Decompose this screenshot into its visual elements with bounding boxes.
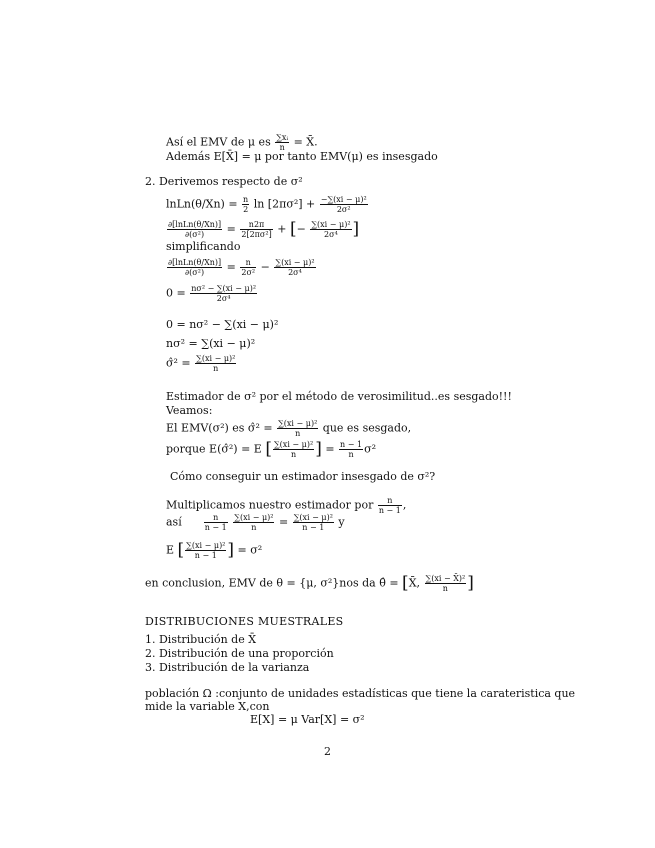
fraction [242, 195, 249, 214]
text: Cómo conseguir un estimador insesgado de σ²? [170, 470, 436, 483]
line-simplificando [166, 240, 240, 253]
numerator: n [243, 195, 249, 204]
list-item [145, 647, 334, 660]
line-lnLn [166, 195, 369, 214]
numerator: ∑(xi − X̄)² [425, 574, 466, 583]
bracket: [ [177, 540, 185, 560]
fraction [167, 258, 222, 277]
fraction [310, 220, 351, 239]
numerator: n [204, 513, 228, 523]
numerator: ∑xᵢ [276, 133, 289, 142]
text: = σ² [237, 543, 263, 557]
fraction [339, 440, 363, 459]
line-como-conseguir [170, 470, 435, 483]
denominator: n [295, 429, 301, 438]
fraction [274, 258, 315, 277]
text: − [296, 222, 306, 236]
text: Veamos: [166, 404, 213, 417]
heading-text: DISTRIBUCIONES MUESTRALES [145, 615, 344, 628]
bracket: ] [315, 439, 322, 459]
fraction [204, 513, 228, 532]
line-zero-fraction [166, 284, 258, 303]
text: 0 = [166, 286, 186, 300]
text: Multiplicamos nuestro estimador por [166, 498, 374, 512]
text: = X̄. [293, 135, 318, 149]
fraction [240, 258, 256, 277]
denominator: ∂(σ²) [185, 230, 205, 239]
line-veamos [166, 404, 212, 417]
denominator: n [213, 364, 219, 373]
text: en conclusion, EMV de θ = {μ, σ²}nos da θ̂ = [145, 576, 399, 590]
list-item [145, 661, 309, 674]
line-estimador [166, 390, 512, 403]
numerator: n2π [240, 220, 272, 230]
numerator: n [240, 258, 256, 268]
denominator: n − 1 [378, 506, 401, 515]
text: ln [2πσ²] + [253, 197, 316, 211]
text: población Ω :conjunto de unidades estadísticas que tiene la carateristica que [145, 687, 576, 700]
formula-line [250, 713, 365, 726]
numerator: ∑(xi − μ)² [275, 258, 315, 267]
denominator: 2σ⁴ [324, 230, 338, 239]
denominator: ∂(σ²) [185, 268, 205, 277]
line-derivative-1 [166, 220, 359, 239]
text: así [166, 515, 182, 529]
paragraph-line [145, 687, 575, 700]
line-derivemos [145, 175, 303, 188]
fraction [293, 513, 334, 532]
fraction [167, 220, 222, 239]
fraction [320, 195, 368, 214]
fraction [425, 574, 467, 593]
text: que es sesgado, [322, 421, 412, 435]
fraction [195, 354, 236, 373]
bracket: [ [265, 439, 272, 459]
denominator: 2σ² [241, 268, 256, 277]
numerator: n − 1 [340, 440, 363, 449]
text: + [277, 222, 287, 236]
fraction [185, 541, 226, 560]
line-porque [166, 440, 376, 459]
fraction [273, 440, 314, 459]
text: − [260, 260, 270, 274]
line-expectation [166, 541, 262, 560]
text: 3. Distribución de la varianza [145, 661, 310, 674]
text: simplificando [166, 240, 241, 253]
text: Estimador de σ² por el método de verosimilitud..es sesgado!!! [166, 390, 512, 403]
bracket: ] [467, 573, 474, 593]
text: porque E(σ̂²) = E [166, 442, 262, 456]
fraction [240, 220, 272, 239]
text: , [402, 498, 407, 512]
fraction [378, 496, 402, 515]
list-item [145, 633, 256, 646]
denominator: n − 1 [204, 523, 227, 532]
text: 0 = nσ² − ∑(xi − μ)² [166, 318, 279, 331]
line-conclusion [145, 574, 474, 593]
line-nsigma [166, 337, 255, 350]
numerator: ∑(xi − μ)² [311, 220, 351, 229]
text: Así el EMV de μ es [166, 135, 271, 149]
numerator: nσ² − ∑(xi − μ)² [191, 284, 257, 293]
text: = [278, 515, 289, 529]
numerator: ∑(xi − μ)² [278, 419, 318, 428]
bracket: [ [289, 219, 297, 239]
text: E [166, 543, 175, 557]
bracket: [ [402, 573, 409, 593]
text: = [226, 260, 236, 274]
line-zero-eq [166, 318, 278, 331]
text: y [338, 515, 345, 529]
bracket: ] [352, 219, 360, 239]
line-emv-sigma [166, 419, 411, 438]
numerator: ∑(xi − μ)² [196, 354, 236, 363]
denominator: n − 1 [194, 551, 217, 560]
text: 1. Distribución de X̄ [145, 633, 257, 646]
numerator: n [378, 496, 402, 506]
page-number [324, 745, 331, 758]
numerator: ∑(xi − μ)² [273, 440, 314, 449]
text: Además E[X̄] = μ por tanto EMV(μ) es insesgado [166, 150, 438, 163]
denominator: n [279, 143, 285, 152]
denominator: n [348, 450, 354, 459]
numerator: −∑(xi − μ)² [320, 195, 367, 204]
denominator: n [442, 584, 448, 593]
denominator: 2σ² [336, 205, 351, 214]
numerator: ∂[lnLn(θ/Xn)] [168, 258, 222, 267]
text: σ² [364, 442, 376, 456]
bracket: ] [227, 540, 235, 560]
fraction [277, 419, 318, 438]
paragraph-line [145, 700, 269, 713]
denominator: n [291, 450, 297, 459]
text: nσ² = ∑(xi − μ)² [166, 337, 256, 350]
text: σ̂² = [166, 356, 191, 370]
line-ademas [166, 150, 438, 163]
text: = [226, 222, 236, 236]
numerator: ∑(xi − μ)² [234, 513, 274, 522]
text: 2. Derivemos respecto de σ² [145, 175, 303, 188]
text: El EMV(σ²) es σ̂² = [166, 421, 273, 435]
denominator: n [251, 523, 257, 532]
fraction [233, 513, 274, 532]
text: 2 [324, 745, 331, 758]
numerator: ∂[lnLn(θ/Xn)] [168, 220, 222, 229]
denominator: 2σ⁴ [216, 294, 231, 303]
text: mide la variable X,con [145, 700, 270, 713]
text: = [325, 442, 335, 456]
denominator: n − 1 [302, 523, 325, 532]
denominator: 2[2πσ²] [241, 230, 272, 239]
denominator: 2 [243, 205, 249, 214]
denominator: 2σ⁴ [288, 268, 302, 277]
line-sigma-hat [166, 354, 237, 373]
line-derivative-2 [166, 258, 317, 277]
text: 2. Distribución de una proporción [145, 647, 334, 660]
text: lnLn(θ/Xn) = [166, 197, 238, 211]
text: X̄, [408, 576, 421, 590]
numerator: ∑(xi − μ)² [293, 513, 333, 522]
numerator: ∑(xi − μ)² [186, 541, 226, 550]
text: E[X] = μ Var[X] = σ² [250, 713, 365, 726]
section-heading [145, 615, 344, 628]
line-asi [166, 513, 345, 532]
fraction [190, 284, 257, 303]
